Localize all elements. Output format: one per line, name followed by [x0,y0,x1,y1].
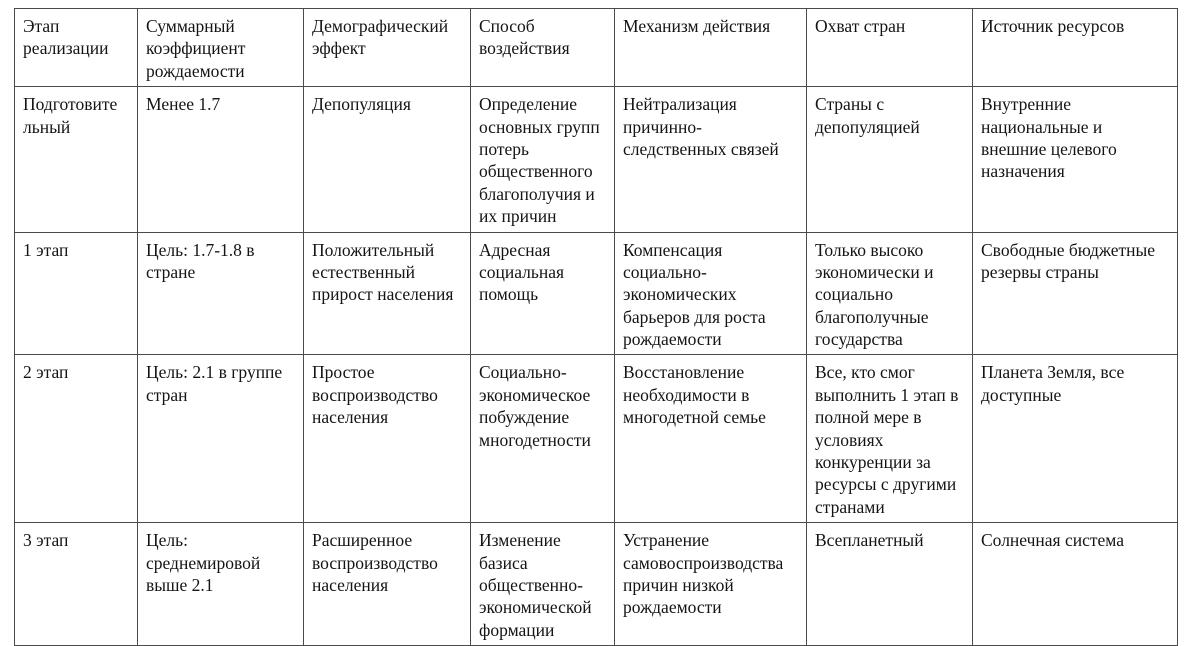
cell-country-coverage: Все, кто смог выполнить 1 этап в полной мере в условиях конкуренции за ресурсы с другими странами [807,355,973,523]
cell-fertility-rate: Менее 1.7 [138,87,304,232]
cell-stage: Подготовите льный [15,87,138,232]
cell-method: Определение основных групп потерь общественного благополучия и их причин [471,87,615,232]
table-row [15,355,1178,523]
cell-stage: 1 этап [15,232,138,355]
cell-mechanism: Устранение самовоспроизводства причин низкой рождаемости [615,523,807,646]
column-header-country-coverage: Охват стран [807,9,973,87]
column-header-fertility-rate: Суммарный коэффициент рождаемости [138,9,304,87]
table-row [15,87,1178,232]
table-header-row [15,9,1178,87]
cell-resource-source: Планета Земля, все доступные [973,355,1178,523]
table-row [15,232,1178,355]
cell-demographic-effect: Простое воспроизводство населения [304,355,471,523]
cell-demographic-effect: Депопуляция [304,87,471,232]
cell-fertility-rate: Цель: 1.7-1.8 в стране [138,232,304,355]
cell-mechanism: Компенсация социально-экономических барьеров для роста рождаемости [615,232,807,355]
cell-method: Социально-экономическое побуждение многодетности [471,355,615,523]
stages-table [14,8,1178,646]
cell-method: Адресная социальная помощь [471,232,615,355]
cell-demographic-effect: Расширенное воспроизводство населения [304,523,471,646]
cell-stage: 3 этап [15,523,138,646]
table-header [15,9,1178,87]
cell-demographic-effect: Положительный естественный прирост населения [304,232,471,355]
column-header-demographic-effect: Демографический эффект [304,9,471,87]
cell-fertility-rate: Цель: среднемировой выше 2.1 [138,523,304,646]
column-header-stage: Этап реализации [15,9,138,87]
column-header-mechanism: Механизм действия [615,9,807,87]
cell-mechanism: Нейтрализация причинно-следственных связей [615,87,807,232]
cell-country-coverage: Страны с депопуляцией [807,87,973,232]
column-header-resource-source: Источник ресурсов [973,9,1178,87]
cell-method: Изменение базиса общественно-экономической формации [471,523,615,646]
cell-fertility-rate: Цель: 2.1 в группе стран [138,355,304,523]
table-row [15,523,1178,646]
cell-mechanism: Восстановление необходимости в многодетной семье [615,355,807,523]
column-header-method: Способ воздействия [471,9,615,87]
cell-country-coverage: Только высоко экономически и социально благополучные государства [807,232,973,355]
cell-resource-source: Солнечная система [973,523,1178,646]
cell-country-coverage: Всепланетный [807,523,973,646]
cell-resource-source: Внутренние национальные и внешние целевого назначения [973,87,1178,232]
table-body [15,87,1178,646]
cell-stage: 2 этап [15,355,138,523]
cell-resource-source: Свободные бюджетные резервы страны [973,232,1178,355]
